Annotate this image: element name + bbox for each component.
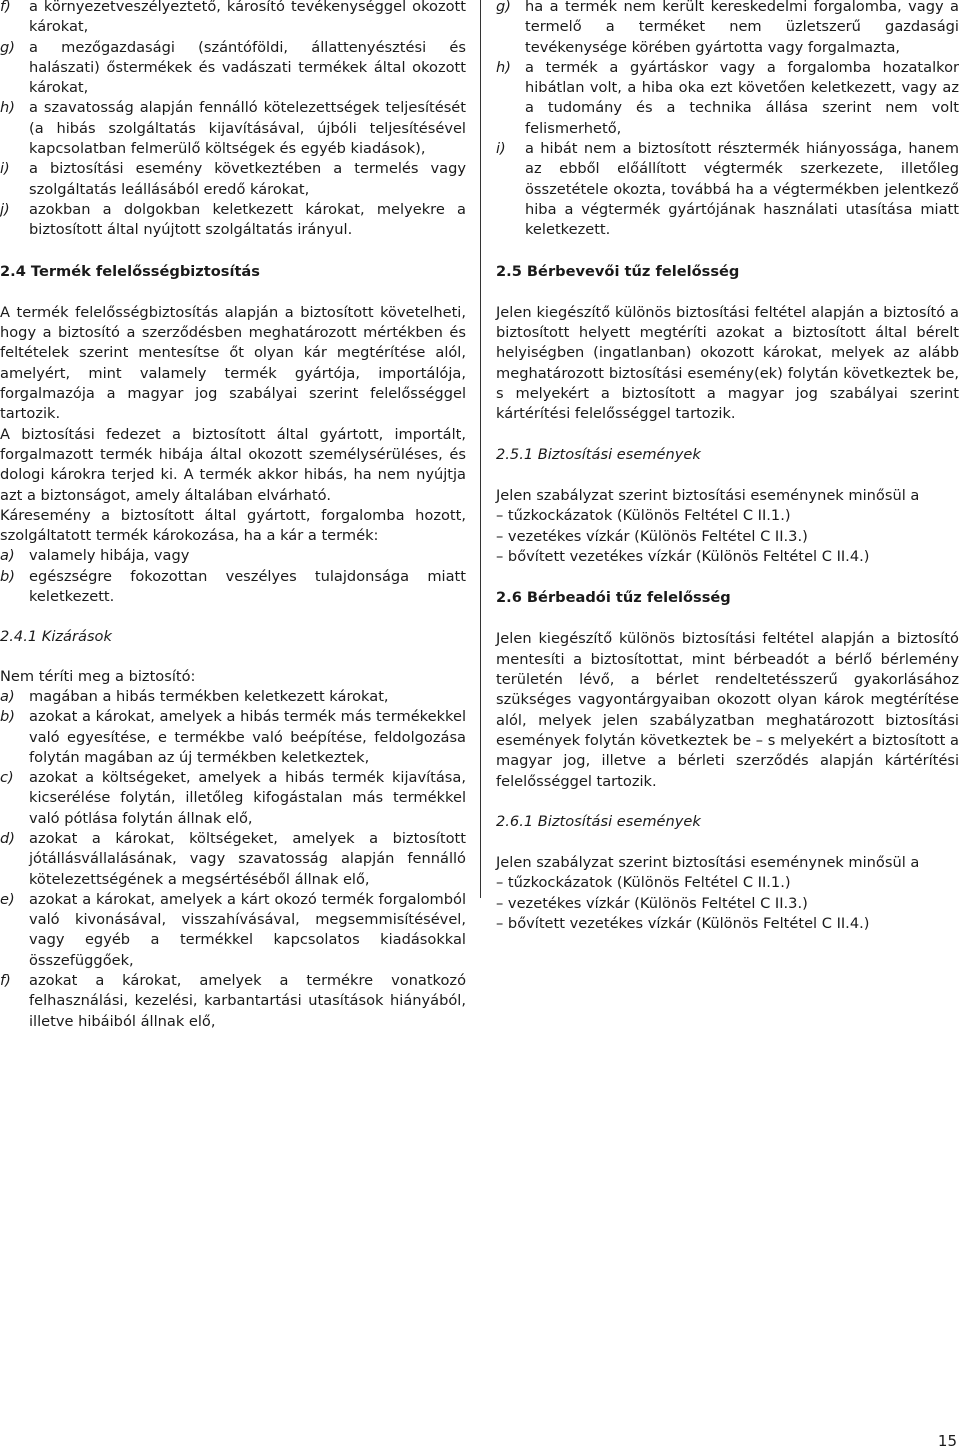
list-item-label: g) <box>0 38 15 56</box>
exclusions-list <box>0 687 466 1032</box>
list-item-label: a) <box>0 687 15 705</box>
list-item <box>496 58 959 139</box>
list-item <box>0 829 466 890</box>
damage-cause-list <box>0 546 466 607</box>
list-item-label: c) <box>0 769 14 787</box>
section-heading-2-5: 2.5 Bérbevevői tűz felelősség <box>496 262 740 280</box>
list-item-text: azokat a károkat, költségeket, amelyek a biztosított jótállásvállalásának, vagy szavatosság alapján fennálló kötelezettségének a megsértéséből állnak elő, <box>29 829 466 888</box>
list-item <box>0 890 466 971</box>
list-item-label: h) <box>496 58 511 76</box>
list-item-text: azokat a költségeket, amelyek a hibás termék kijavítása, kicserélése folytán, illetőleg kifogástalan más termékkel való pótlása folytán állnak elő, <box>29 769 466 827</box>
list-item-label: e) <box>0 890 15 908</box>
list-item-text: a környezetveszélyeztető, károsító tevékenységgel okozott károkat, <box>29 0 466 36</box>
section-heading-2-4: 2.4 Termék felelősségbiztosítás <box>0 262 260 280</box>
list-item-label: h) <box>0 99 15 117</box>
list-item-label: g) <box>496 0 511 15</box>
subsection-heading-2-5-1: 2.5.1 Biztosítási események <box>496 445 701 463</box>
list-item-text: egészségre fokozottan veszélyes tulajdonsága miatt keletkezett. <box>29 567 466 606</box>
paragraph: A termék felelősségbiztosítás alapján a biztosított követelheti, hogy a biztosító a szerződésben meghatározott mértékben és feltételek szerint mentesítse őt olyan kár megtérítése alól, amelyért, mint valamely termék gyártója, importálója, forgalmazója a magyar jog szabályai szerint felelősséggel tartozik. <box>0 303 466 423</box>
list-item-label: i) <box>496 140 506 158</box>
subsection-heading-2-6-1: 2.6.1 Biztosítási események <box>496 812 701 830</box>
list-item <box>0 159 466 200</box>
list-item-text: a mezőgazdasági (szántóföldi, állattenyésztési és halászati) őstermékek és vadászati termékek által okozott károkat, <box>29 38 466 97</box>
list-item-label: b) <box>0 708 15 726</box>
list-item-text: a szavatosság alapján fennálló kötelezettségek teljesítését (a hibás szolgáltatás kijavításával, újbóli teljesítésével kapcsolatban felmerülő költségek és egyéb kiadások), <box>29 99 466 158</box>
list-item-label: f) <box>0 972 11 990</box>
list-item-text: valamely hibája, vagy <box>29 547 190 565</box>
list-item-text: a hibát nem a biztosított résztermék hiányossága, hanem az ebből előállított végtermék szerkezete, illetőleg összetétele okozta, továbbá ha a végtermékben jelentkező hiba a végtermék gyártójának használati utasítása miatt keletkezett. <box>525 140 959 239</box>
list-item-text: azokat a károkat, amelyek a termékre vonatkozó felhasználási, kezelési, karbantartási utasítások hiányából, illetve hibáiból állnak elő, <box>29 972 466 1030</box>
list-item <box>0 38 466 99</box>
list-item-text: a termék a gyártáskor vagy a forgalomba hozatalkor hibátlan volt, a hiba oka ezt követően keletkezett, vagy az a tudomány és a technika állása szerint nem volt felismerhető, <box>525 58 959 137</box>
list-item <box>0 687 466 707</box>
dash-list-item: – bővített vezetékes vízkár (Különös Feltétel C II.4.) <box>496 914 870 932</box>
column-divider <box>480 0 481 898</box>
page-number: 15 <box>937 1432 957 1450</box>
list-item-label: j) <box>0 200 10 218</box>
paragraph: A biztosítási fedezet a biztosított által gyártott, importált, forgalmazott termék hibája által okozott személysérüléses, és dologi károkra terjed ki. A termék akkor hibás, ha nem nyújtja azt a biztonságot, amely általában elvárható. <box>0 425 466 504</box>
list-item-label: f) <box>0 0 11 15</box>
list-item-text: a biztosítási esemény következtében a termelés vagy szolgáltatás leállásából eredő károkat, <box>29 160 466 198</box>
section-heading-2-6: 2.6 Bérbeadói tűz felelősség <box>496 589 731 607</box>
continued-exclusions-list <box>496 0 959 241</box>
list-item-label: d) <box>0 829 15 847</box>
list-item <box>0 98 466 159</box>
list-item-text: magában a hibás termékben keletkezett károkat, <box>29 687 389 705</box>
list-item <box>0 546 466 566</box>
dash-list-item: – vezetékes vízkár (Különös Feltétel C II.3.) <box>496 527 808 545</box>
dash-list-item: – tűzkockázatok (Különös Feltétel C II.1.) <box>496 874 791 892</box>
right-column <box>496 0 959 934</box>
list-item-label: a) <box>0 547 15 565</box>
paragraph: Nem téríti meg a biztosító: <box>0 667 196 685</box>
list-item <box>0 971 466 1032</box>
subsection-heading-2-4-1: 2.4.1 Kizárások <box>0 628 112 646</box>
intro-list <box>0 0 466 241</box>
list-item-text: azokban a dolgokban keletkezett károkat, melyekre a biztosított által nyújtott szolgáltatás irányul. <box>29 200 466 239</box>
list-item-label: i) <box>0 160 10 178</box>
list-item <box>0 567 466 608</box>
list-item <box>0 200 466 241</box>
paragraph: Jelen szabályzat szerint biztosítási eseménynek minősül a <box>496 486 920 504</box>
left-column <box>0 0 466 1032</box>
paragraph: Jelen kiegészítő különös biztosítási feltétel alapján a biztosító mentesíti a biztosítottat, mint bérbeadót a bérlő bérlemény területén lévő, a bérlet rendeltetésszerű gyakorlásához szükséges vagyontárgyaiban okozott olyan károk megtérítése alól, melyek jelen szabályzatban meghatározott biztosítási események folytán következtek be – s melyekért a biztosított a magyar jog, illetve a bérleti szerződés alapján kártérítési felelősséggel tartozik. <box>496 630 959 790</box>
list-item-text: azokat a károkat, amelyek a kárt okozó termék forgalomból való kivonásával, visszahívásával, megsemmisítésével, vagy egyéb a termékkel kapcsolatos kiadásokkal összefüggőek, <box>29 890 466 969</box>
list-item <box>496 0 959 58</box>
dash-list-item: – tűzkockázatok (Különös Feltétel C II.1.) <box>496 507 791 525</box>
list-item-text: ha a termék nem került kereskedelmi forgalomba, vagy a termelő a terméket nem üzletszerű gazdasági tevékenysége körében gyártotta vagy forgalmazta, <box>525 0 959 56</box>
list-item-label: b) <box>0 567 15 585</box>
paragraph: Jelen szabályzat szerint biztosítási eseménynek minősül a <box>496 854 920 872</box>
dash-list-item: – vezetékes vízkár (Különös Feltétel C II.3.) <box>496 894 808 912</box>
list-item <box>496 139 959 240</box>
dash-list-item: – bővített vezetékes vízkár (Különös Feltétel C II.4.) <box>496 547 870 565</box>
paragraph: Jelen kiegészítő különös biztosítási feltétel alapján a biztosító a biztosított helyett megtéríti azokat a biztosított által bérelt helyiségben (ingatlanban) okozott károkat, melyek az alább meghatározott biztosítási esemény(ek) folytán következtek be, s melyekért a biztosított a magyar jog szabályai szerint kártérítési felelősséggel tartozik. <box>496 303 959 423</box>
list-item <box>0 0 466 38</box>
list-item <box>0 768 466 829</box>
list-item-text: azokat a károkat, amelyek a hibás termék más termékekkel való egyesítése, e termékbe való beépítése, feldolgozása folytán magában az új termékben keletkeztek, <box>29 708 466 766</box>
list-item <box>0 707 466 768</box>
paragraph: Káresemény a biztosított által gyártott, forgalomba hozott, szolgáltatott termék károkozása, ha a kár a termék: <box>0 506 466 545</box>
